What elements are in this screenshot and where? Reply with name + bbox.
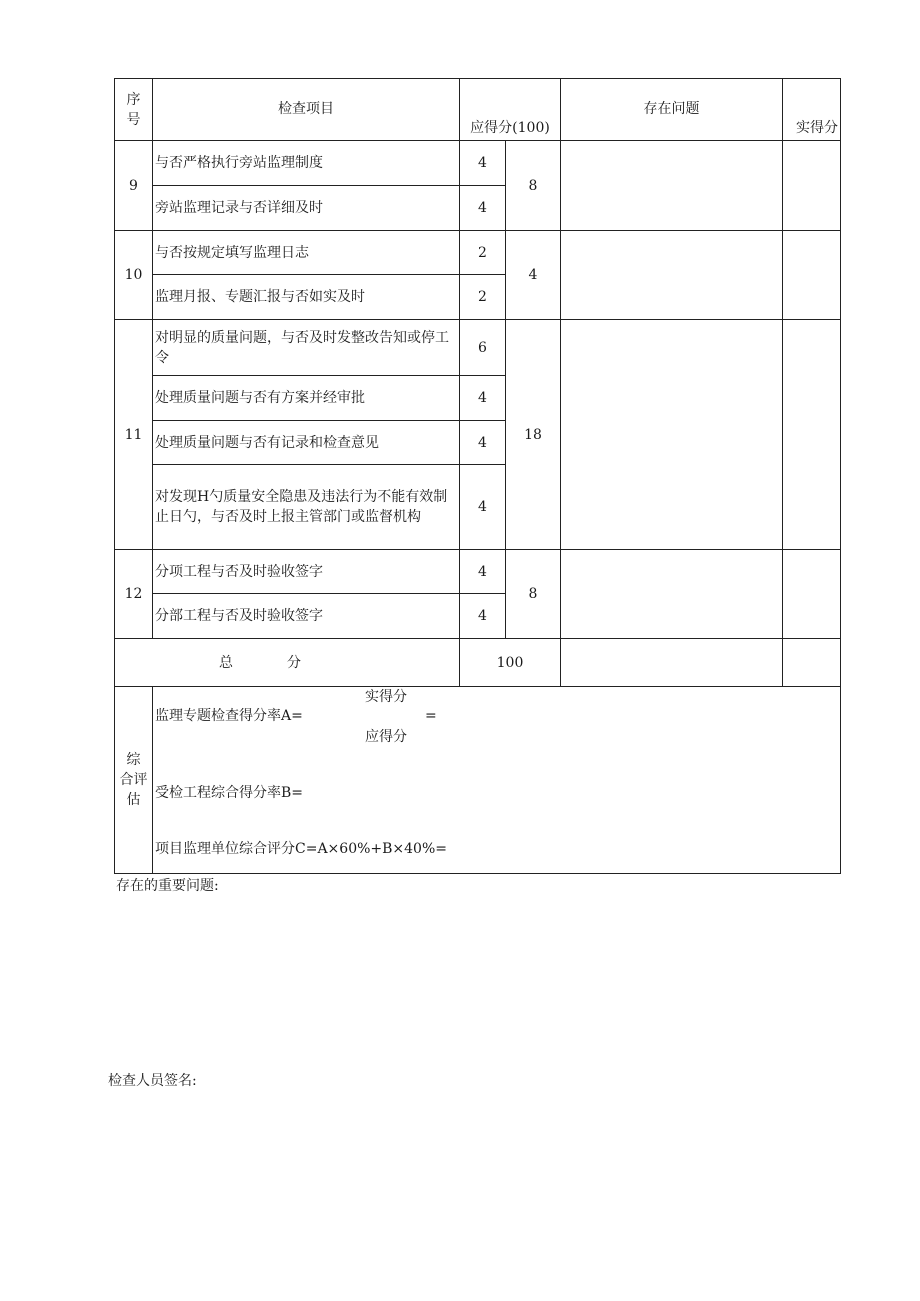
header-issues: 存在问题 <box>561 79 783 141</box>
check-item: 处理质量问题与否有记录和检查意见 <box>153 421 460 465</box>
actual-score-cell[interactable] <box>783 141 841 231</box>
important-issues-label: 存在的重要问题: <box>116 878 219 894</box>
table-row <box>115 231 841 275</box>
total-label: 总分 <box>115 639 460 687</box>
issues-cell[interactable] <box>561 550 783 639</box>
item-points: 2 <box>460 231 506 275</box>
actual-score-cell[interactable] <box>783 550 841 639</box>
rate-a-denominator: 应得分 <box>365 729 407 745</box>
item-points: 4 <box>460 376 506 421</box>
evaluation-content <box>153 687 841 874</box>
item-points: 4 <box>460 141 506 186</box>
check-item: 监理月报、专题汇报与否如实及时 <box>153 275 460 320</box>
rate-a-label: 监理专题检查得分率A= <box>155 708 303 724</box>
group-subtotal: 8 <box>506 550 561 639</box>
actual-score-cell[interactable] <box>783 231 841 320</box>
item-points: 4 <box>460 421 506 465</box>
issues-cell[interactable] <box>561 231 783 320</box>
table-row <box>115 141 841 186</box>
group-subtotal: 4 <box>506 231 561 320</box>
header-item: 检查项目 <box>153 79 460 141</box>
check-item: 分项工程与否及时验收签字 <box>153 550 460 594</box>
actual-score-cell[interactable] <box>783 320 841 550</box>
check-item: 与否按规定填写监理日志 <box>153 231 460 275</box>
total-row <box>115 639 841 687</box>
total-actual-cell[interactable] <box>783 639 841 687</box>
total-issues-cell[interactable] <box>561 639 783 687</box>
item-points: 6 <box>460 320 506 376</box>
evaluation-label: 综 合评 估 <box>115 687 153 874</box>
total-value: 100 <box>460 639 561 687</box>
table-row <box>115 320 841 376</box>
check-item: 处理质量问题与否有方案并经审批 <box>153 376 460 421</box>
issues-cell[interactable] <box>561 320 783 550</box>
group-number: 11 <box>115 320 153 550</box>
item-points: 2 <box>460 275 506 320</box>
rate-c-label: 项目监理单位综合评分C=A×60%+B×40%= <box>155 841 447 857</box>
inspector-signature-label: 检查人员签名: <box>108 1073 197 1089</box>
header-points: 应得分(100) <box>460 79 561 141</box>
header-actual: 实得分 <box>783 79 841 141</box>
check-item: 分部工程与否及时验收签字 <box>153 594 460 639</box>
item-points: 4 <box>460 465 506 550</box>
group-subtotal: 18 <box>506 320 561 550</box>
item-points: 4 <box>460 550 506 594</box>
check-item: 对明显的质量问题，与否及时发整改告知或停工令 <box>153 320 460 376</box>
check-item: 与否严格执行旁站监理制度 <box>153 141 460 186</box>
group-number: 12 <box>115 550 153 639</box>
rate-a-numerator: 实得分 <box>365 689 407 705</box>
inspection-table <box>114 78 841 874</box>
header-row <box>115 79 841 141</box>
header-no: 序 号 <box>115 79 153 141</box>
table-row <box>115 550 841 594</box>
group-number: 9 <box>115 141 153 231</box>
group-number: 10 <box>115 231 153 320</box>
rate-a-equals: = <box>425 708 437 724</box>
item-points: 4 <box>460 594 506 639</box>
item-points: 4 <box>460 186 506 231</box>
group-subtotal: 8 <box>506 141 561 231</box>
issues-cell[interactable] <box>561 141 783 231</box>
check-item: 对发现H勺质量安全隐患及违法行为不能有效制止日勺，与否及时上报主管部门或监督机构 <box>153 465 460 550</box>
evaluation-row <box>115 687 841 874</box>
check-item: 旁站监理记录与否详细及时 <box>153 186 460 231</box>
rate-b-label: 受检工程综合得分率B= <box>155 785 304 801</box>
